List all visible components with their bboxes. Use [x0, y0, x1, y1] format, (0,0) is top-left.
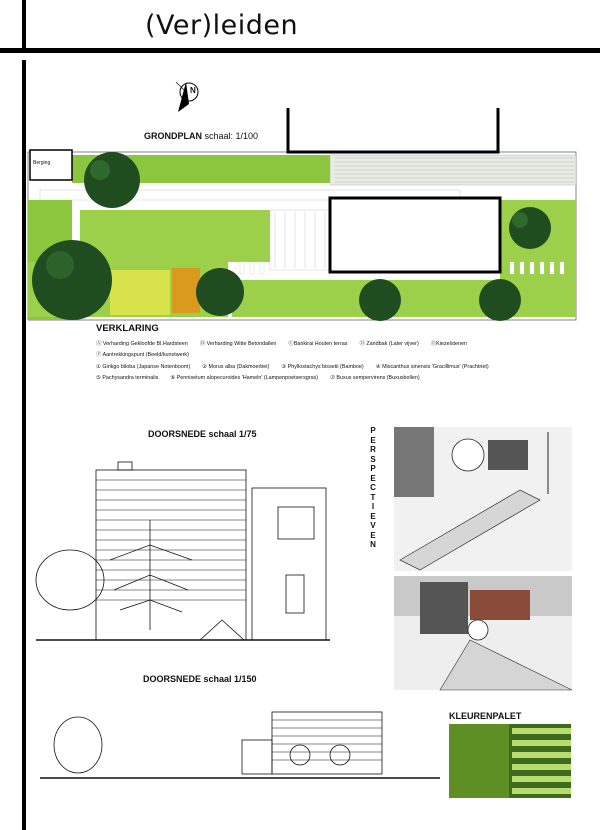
- legend-row: [96, 362, 596, 373]
- section-drawing-1: [36, 462, 330, 640]
- perspectives-label: [368, 426, 378, 550]
- perspectives-letter: E: [370, 511, 376, 521]
- legend-item: ⒺKiezelstenen: [430, 341, 468, 347]
- legend-item: ⑥ Pennisetum alopecuroides 'Hameln' (Lampenpoetsersgras): [170, 374, 319, 381]
- perspectives-letter: E: [370, 473, 376, 483]
- palette-title: KLEURENPALET: [449, 711, 522, 721]
- perspectives-letter: P: [370, 426, 376, 435]
- perspectives-letter: S: [370, 454, 376, 464]
- legend-title: VERKLARING: [96, 323, 159, 334]
- legend-item: ③ Phyllostachys bissetii (Bamboe): [281, 363, 364, 370]
- perspectives-letter: R: [370, 445, 376, 454]
- perspectives-letter: C: [370, 483, 376, 492]
- perspectives-letter: P: [370, 464, 376, 473]
- section-title-1: DOORSNEDE schaal 1/75: [148, 429, 257, 439]
- legend: [96, 339, 596, 384]
- perspectives-letter: T: [370, 492, 376, 502]
- plan-scale: schaal: 1/100: [204, 131, 259, 141]
- legend-item: ① Ginkgo biloba (Japanse Notenboom): [96, 363, 191, 370]
- perspectives-letter: N: [370, 540, 376, 549]
- section-title-2: DOORSNEDE schaal 1/150: [143, 674, 257, 684]
- perspectives-letter: E: [370, 530, 376, 540]
- legend-item: Ⓐ Verharding Gekloofde Bl.Hardsteen: [96, 341, 188, 347]
- legend-item: ② Morus alba (Dakmoerbei): [202, 363, 270, 370]
- color-palette-image: [449, 724, 571, 798]
- perspective-image-1: [394, 427, 572, 571]
- perspectives-letter: I: [371, 502, 375, 511]
- plan-title: [144, 131, 258, 141]
- legend-row: [96, 350, 596, 361]
- ground-plan: [28, 108, 576, 321]
- legend-item: ⑤ Pachysandra terminalis: [96, 374, 159, 381]
- legend-row: [96, 339, 596, 350]
- perspectives-letter: E: [370, 435, 376, 445]
- plan-title-label: GRONDPLAN: [144, 131, 202, 141]
- page-title: (Ver)leiden: [145, 10, 299, 41]
- legend-item: Ⓑ Verharding Witte Betondallen: [199, 341, 277, 347]
- storage-label: Berging: [33, 160, 51, 166]
- legend-item: Ⓕ Aantrekkingspunt (Beeld/kunstwerk): [96, 352, 189, 359]
- legend-item: ⒸBankirai Houten terras: [288, 341, 348, 347]
- legend-item: Ⓓ Zandbak (Later vijver): [359, 341, 419, 347]
- legend-item: ④ Miscanthus sinensis 'Gracillimus' (Prachtriet): [375, 363, 489, 370]
- perspectives-letter: V: [370, 521, 376, 530]
- section-drawing-2: [40, 712, 440, 778]
- perspective-image-2: [394, 576, 572, 690]
- north-label: N: [190, 86, 196, 95]
- legend-row: [96, 373, 596, 384]
- legend-item: ⑦ Buxus sempervirens (Buxusbollen): [330, 374, 420, 381]
